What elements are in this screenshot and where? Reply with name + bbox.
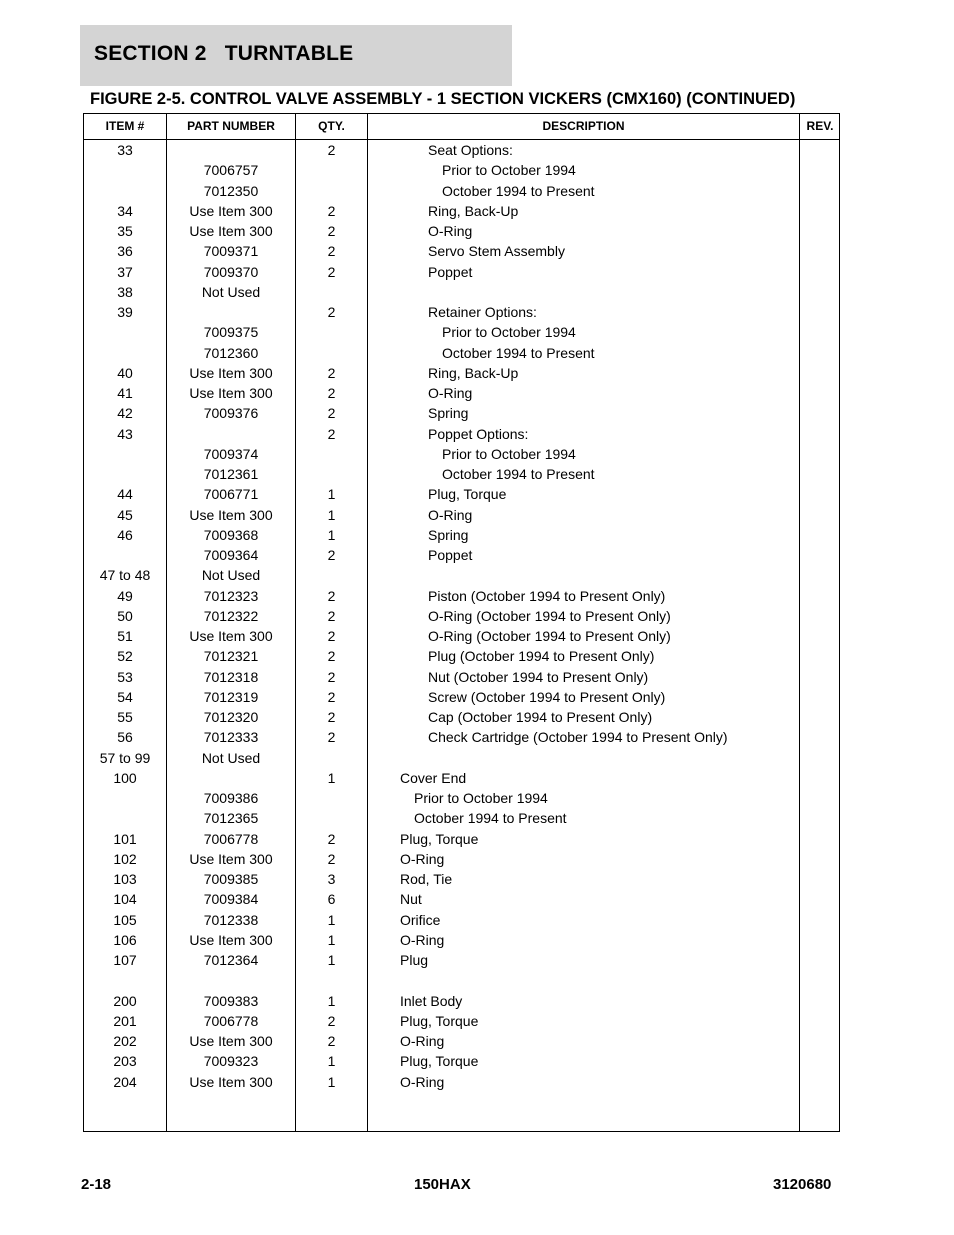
- table-row: [84, 869, 839, 889]
- part-number-cell: Not Used: [201, 283, 261, 300]
- description-cell: O-Ring: [400, 850, 445, 867]
- description-cell: Ring, Back-Up: [428, 364, 519, 381]
- item-cell: 203: [113, 1053, 137, 1070]
- table-row: [84, 889, 839, 909]
- table-row: [84, 322, 839, 342]
- description-cell: Prior to October 1994: [442, 162, 576, 179]
- description-cell: October 1994 to Present: [442, 344, 595, 361]
- qty-cell: 1: [327, 952, 336, 968]
- table-row: [84, 444, 839, 464]
- description-cell: Plug, Torque: [428, 486, 507, 503]
- table-row: [84, 768, 839, 788]
- description-cell: Seat Options:: [428, 142, 513, 158]
- part-number-cell: 7006778: [203, 1012, 259, 1029]
- item-cell: 42: [117, 405, 133, 422]
- table-row: [84, 829, 839, 849]
- description-cell: Poppet: [428, 547, 473, 563]
- item-cell: 55: [117, 709, 133, 725]
- table-row: [84, 667, 839, 687]
- part-number-cell: 7012365: [203, 810, 259, 827]
- description-cell: Check Cartridge (October 1994 to Present Only): [428, 729, 728, 746]
- item-cell: 45: [117, 506, 133, 523]
- item-cell: 38: [117, 283, 133, 300]
- qty-cell: 1: [327, 992, 336, 1009]
- description-cell: Orifice: [400, 911, 441, 928]
- item-cell: 46: [117, 526, 133, 543]
- item-cell: 51: [117, 628, 133, 644]
- part-number-cell: 7009375: [203, 324, 259, 341]
- qty-cell: 2: [327, 304, 336, 320]
- table-row: [84, 383, 839, 403]
- table-row: [84, 1051, 839, 1071]
- item-cell: 41: [117, 385, 133, 401]
- description-cell: Poppet: [428, 263, 473, 280]
- page-number: 2-18: [81, 1176, 112, 1193]
- table-row: [84, 586, 839, 606]
- qty-cell: 2: [327, 628, 336, 644]
- table-row: [84, 748, 839, 768]
- header-description: DESCRIPTION: [542, 119, 625, 133]
- table-row: [84, 646, 839, 666]
- part-number-cell: 7009368: [203, 526, 259, 543]
- item-cell: 33: [117, 142, 133, 158]
- table-row: [84, 464, 839, 484]
- part-number-cell: 7009376: [203, 405, 259, 422]
- qty-cell: 1: [327, 911, 336, 928]
- document-number: 3120680: [773, 1176, 832, 1193]
- table-row: [84, 1072, 839, 1092]
- description-cell: Servo Stem Assembly: [428, 243, 565, 260]
- description-cell: Spring: [428, 405, 469, 422]
- part-number-cell: 7009384: [203, 891, 259, 908]
- table-row: [84, 727, 839, 747]
- qty-cell: 2: [327, 263, 336, 280]
- table-row: [84, 970, 839, 990]
- part-number-cell: Use Item 300: [189, 1073, 273, 1090]
- description-cell: Spring: [428, 526, 469, 543]
- item-cell: 105: [113, 911, 137, 928]
- table-row: [84, 626, 839, 646]
- description-cell: Rod, Tie: [400, 871, 453, 887]
- item-cell: 53: [117, 668, 133, 685]
- header-qty: QTY.: [318, 119, 345, 133]
- part-number-cell: 7012350: [203, 182, 259, 199]
- table-row: [84, 1011, 839, 1031]
- part-number-cell: 7012360: [203, 344, 259, 361]
- table-row: [84, 910, 839, 930]
- qty-cell: 1: [327, 526, 336, 543]
- description-cell: Screw (October 1994 to Present Only): [428, 688, 666, 705]
- item-cell: 106: [113, 931, 137, 948]
- part-number-cell: 7012361: [203, 466, 259, 482]
- qty-cell: 1: [327, 486, 336, 503]
- item-cell: 104: [113, 891, 137, 908]
- table-row: [84, 991, 839, 1011]
- description-cell: Prior to October 1994: [442, 445, 576, 462]
- item-cell: 102: [113, 850, 137, 867]
- item-cell: 201: [113, 1012, 137, 1029]
- table-row: [84, 788, 839, 808]
- table-header: [84, 114, 839, 140]
- table-row: [84, 241, 839, 261]
- part-number-cell: 7012322: [203, 607, 259, 624]
- table-row: [84, 808, 839, 828]
- description-cell: October 1994 to Present: [442, 466, 595, 482]
- qty-cell: 2: [327, 830, 336, 847]
- part-number-cell: Use Item 300: [189, 223, 273, 239]
- qty-cell: 2: [327, 729, 336, 746]
- description-cell: O-Ring: [428, 223, 473, 239]
- table-body: [84, 140, 839, 1092]
- item-cell: 200: [113, 992, 137, 1009]
- table-row: [84, 282, 839, 302]
- table-row: [84, 687, 839, 707]
- item-cell: 57 to 99: [99, 749, 151, 766]
- qty-cell: 2: [327, 223, 336, 239]
- item-cell: 103: [113, 871, 137, 887]
- qty-cell: 2: [327, 425, 336, 442]
- description-cell: O-Ring: [400, 931, 445, 948]
- table-row: [84, 424, 839, 444]
- table-row: [84, 262, 839, 282]
- table-row: [84, 525, 839, 545]
- item-cell: 35: [117, 223, 133, 239]
- item-cell: 100: [113, 769, 137, 786]
- description-cell: Cover End: [400, 769, 467, 786]
- table-row: [84, 545, 839, 565]
- description-cell: Cap (October 1994 to Present Only): [428, 709, 653, 725]
- part-number-cell: 7006778: [203, 830, 259, 847]
- description-cell: Plug, Torque: [400, 1053, 479, 1070]
- table-row: [84, 505, 839, 525]
- part-number-cell: 7012333: [203, 729, 259, 746]
- table-row: [84, 221, 839, 241]
- part-number-cell: 7009386: [203, 790, 259, 806]
- part-number-cell: 7012338: [203, 911, 259, 928]
- qty-cell: 2: [327, 202, 336, 219]
- part-number-cell: Use Item 300: [189, 364, 273, 381]
- qty-cell: 1: [327, 506, 336, 523]
- part-number-cell: 7009383: [203, 992, 259, 1009]
- item-cell: 202: [113, 1033, 137, 1049]
- part-number-cell: 7009371: [203, 243, 259, 260]
- qty-cell: 2: [327, 668, 336, 685]
- part-number-cell: Use Item 300: [189, 850, 273, 867]
- section-title: SECTION 2 TURNTABLE: [94, 42, 354, 65]
- qty-cell: 2: [327, 587, 336, 604]
- table-row: [84, 140, 839, 160]
- qty-cell: 3: [327, 871, 336, 887]
- table-row: [84, 606, 839, 626]
- item-cell: 39: [117, 304, 133, 320]
- qty-cell: 2: [327, 1033, 336, 1049]
- item-cell: 52: [117, 648, 133, 665]
- part-number-cell: Use Item 300: [189, 628, 273, 644]
- table-row: [84, 302, 839, 322]
- table-row: [84, 930, 839, 950]
- item-cell: 36: [117, 243, 133, 260]
- description-cell: Retainer Options:: [428, 304, 537, 320]
- table-row: [84, 403, 839, 423]
- description-cell: Poppet Options:: [428, 425, 529, 442]
- part-number-cell: 7009370: [203, 263, 259, 280]
- description-cell: Inlet Body: [400, 992, 463, 1009]
- item-cell: 54: [117, 688, 133, 705]
- qty-cell: 1: [327, 1073, 336, 1090]
- qty-cell: 2: [327, 850, 336, 867]
- part-number-cell: 7009364: [203, 547, 259, 563]
- part-number-cell: 7006771: [203, 486, 259, 503]
- qty-cell: 2: [327, 405, 336, 422]
- description-cell: O-Ring: [428, 506, 473, 523]
- part-number-cell: 7012321: [203, 648, 259, 665]
- qty-cell: 2: [327, 709, 336, 725]
- item-cell: 40: [117, 364, 133, 381]
- part-number-cell: Use Item 300: [189, 506, 273, 523]
- table-row: [84, 707, 839, 727]
- description-cell: Plug, Torque: [400, 1012, 479, 1029]
- qty-cell: 2: [327, 385, 336, 401]
- table-row: [84, 1031, 839, 1051]
- description-cell: O-Ring: [400, 1073, 445, 1090]
- description-cell: O-Ring (October 1994 to Present Only): [428, 607, 671, 624]
- part-number-cell: Not Used: [201, 567, 261, 584]
- description-cell: Prior to October 1994: [414, 790, 548, 806]
- item-cell: 44: [117, 486, 133, 503]
- header-item: ITEM #: [105, 119, 145, 133]
- figure-title: FIGURE 2-5. CONTROL VALVE ASSEMBLY - 1 SECTION VICKERS (CMX160) (CONTINUED): [90, 90, 796, 108]
- description-cell: Plug: [400, 952, 429, 968]
- table-row: [84, 565, 839, 585]
- description-cell: October 1994 to Present: [442, 182, 595, 199]
- description-cell: Plug (October 1994 to Present Only): [428, 648, 655, 665]
- qty-cell: 2: [327, 648, 336, 665]
- description-cell: Nut (October 1994 to Present Only): [428, 668, 649, 685]
- section-banner: [80, 25, 512, 86]
- qty-cell: 2: [327, 547, 336, 563]
- part-number-cell: 7012320: [203, 709, 259, 725]
- table-row: [84, 160, 839, 180]
- qty-cell: 1: [327, 769, 336, 786]
- description-cell: Nut: [400, 891, 422, 908]
- qty-cell: 2: [327, 1012, 336, 1029]
- part-number-cell: 7009385: [203, 871, 259, 887]
- part-number-cell: Use Item 300: [189, 1033, 273, 1049]
- item-cell: 204: [113, 1073, 137, 1090]
- item-cell: 107: [113, 952, 137, 968]
- part-number-cell: 7012323: [203, 587, 259, 604]
- qty-cell: 1: [327, 1053, 336, 1070]
- description-cell: October 1994 to Present: [414, 810, 567, 827]
- description-cell: O-Ring: [400, 1033, 445, 1049]
- part-number-cell: 7012318: [203, 668, 259, 685]
- item-cell: 101: [113, 830, 137, 847]
- part-number-cell: 7012364: [203, 952, 259, 968]
- item-cell: 47 to 48: [99, 567, 151, 584]
- qty-cell: 2: [327, 688, 336, 705]
- part-number-cell: 7009323: [203, 1053, 259, 1070]
- qty-cell: 2: [327, 364, 336, 381]
- description-cell: Piston (October 1994 to Present Only): [428, 587, 666, 604]
- table-row: [84, 363, 839, 383]
- part-number-cell: Use Item 300: [189, 385, 273, 401]
- qty-cell: 2: [327, 607, 336, 624]
- header-part-number: PART NUMBER: [187, 119, 275, 133]
- qty-cell: 1: [327, 931, 336, 948]
- part-number-cell: 7009374: [203, 445, 259, 462]
- description-cell: Prior to October 1994: [442, 324, 576, 341]
- item-cell: 49: [117, 587, 133, 604]
- part-number-cell: Not Used: [201, 749, 261, 766]
- table-row: [84, 484, 839, 504]
- item-cell: 34: [117, 202, 133, 219]
- part-number-cell: 7006757: [203, 162, 259, 179]
- table-row: [84, 343, 839, 363]
- qty-cell: 2: [327, 243, 336, 260]
- item-cell: 37: [117, 263, 133, 280]
- part-number-cell: Use Item 300: [189, 202, 273, 219]
- parts-table: [83, 113, 840, 1132]
- table-row: [84, 201, 839, 221]
- description-cell: Ring, Back-Up: [428, 202, 519, 219]
- table-row: [84, 849, 839, 869]
- table-row: [84, 950, 839, 970]
- item-cell: 43: [117, 425, 133, 442]
- description-cell: O-Ring: [428, 385, 473, 401]
- table-row: [84, 181, 839, 201]
- item-cell: 50: [117, 607, 133, 624]
- header-rev: REV.: [806, 119, 834, 133]
- description-cell: Plug, Torque: [400, 830, 479, 847]
- qty-cell: 2: [327, 142, 336, 158]
- description-cell: O-Ring (October 1994 to Present Only): [428, 628, 671, 644]
- part-number-cell: Use Item 300: [189, 931, 273, 948]
- model-name: 150HAX: [414, 1176, 471, 1193]
- qty-cell: 6: [327, 891, 336, 908]
- item-cell: 56: [117, 729, 133, 746]
- part-number-cell: 7012319: [203, 688, 259, 705]
